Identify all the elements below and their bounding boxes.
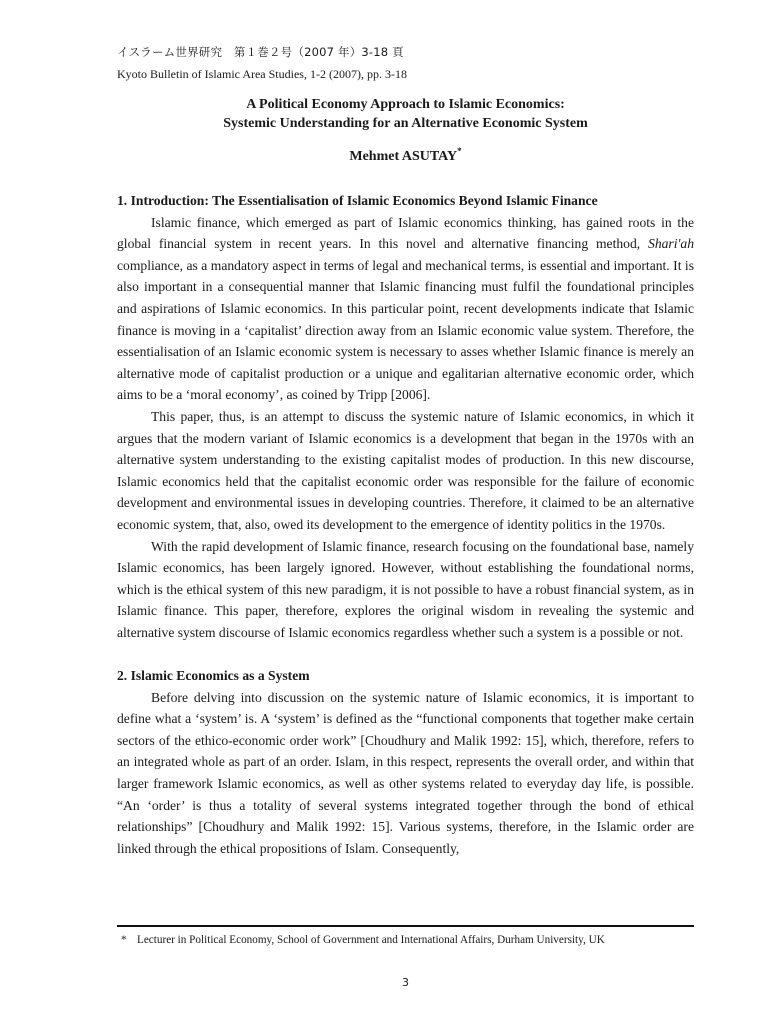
- journal-header-japanese: イスラーム世界研究 第１巻２号（2007 年）3-18 頁: [117, 45, 404, 59]
- footnote-text: Lecturer in Political Economy, School of Government and International Affairs, Durham University, UK: [137, 934, 605, 946]
- paragraph: With the rapid development of Islamic finance, research focusing on the foundational base, namely Islamic economics, has been largely ignored. However, without establishing the foundational norms, which is the ethical system of this new paradigm, it is not possible to have a robust financial system, as in Islamic finance. This paper, therefore, explores the original wisdom in revealing the systemic and alternative system discourse of Islamic economics regardless whether such a system is a possible or not.: [117, 538, 694, 640]
- paper-title: [117, 95, 694, 133]
- paragraph-text: Islamic finance, which emerged as part of Islamic economics thinking, has gained roots in the global financial system in recent years. In this novel and alternative financing method,: [117, 214, 694, 252]
- paragraph: [117, 212, 694, 406]
- paper-title-line-1: A Political Economy Approach to Islamic Economics:: [246, 97, 565, 112]
- footnote-mark: *: [121, 934, 127, 946]
- page-number: 3: [402, 976, 409, 989]
- section-heading-introduction: 1. Introduction: The Essentialisation of Islamic Economics Beyond Islamic Finance: [117, 193, 598, 208]
- paragraph: Before delving into discussion on the systemic nature of Islamic economics, it is important to define what a ‘system’ is. A ‘system’ is defined as the “functional components that together make certain sectors of the ethico-economic order work” [Choudhury and Malik 1992: 15], which, therefore, refers to an integrated whole as part of an order. Islam, in this respect, represents the overall order, and within that larger framework Islamic economics, as well as other systems related to everyday day life, is possible. “An ‘order’ is thus a totality of several systems integrated together through the bond of ethical relationships” [Choudhury and Malik 1992: 15]. Various systems, therefore, in the Islamic order are linked through the ethical propositions of Islam. Consequently,: [117, 689, 694, 856]
- journal-header-english: Kyoto Bulletin of Islamic Area Studies, 1-2 (2007), pp. 3-18: [117, 67, 407, 81]
- body-text: [117, 190, 694, 859]
- italic-term-shariah: Shari'ah: [648, 236, 694, 252]
- footnote-divider: [117, 925, 694, 927]
- paper-title-line-2: Systemic Understanding for an Alternative Economic System: [223, 116, 588, 131]
- author: [117, 146, 694, 165]
- author-name: Mehmet ASUTAY: [349, 149, 458, 164]
- paragraph: This paper, thus, is an attempt to discuss the systemic nature of Islamic economics, in which it argues that the modern variant of Islamic economics is a development that began in the 1970s with an alternative system understanding to the existing capitalist modes of production. In this new discourse, Islamic economics held that the capitalist economic order was responsible for the failure of economic development and environmental issues in developing countries. Therefore, it claimed to be an alternative economic system, that, also, owed its development to the emergence of identity politics in the 1970s.: [117, 408, 694, 532]
- section-spacer: [117, 643, 694, 665]
- author-footnote-mark: *: [457, 146, 462, 156]
- paragraph-text: compliance, as a mandatory aspect in terms of legal and mechanical terms, is essential and important. It is also important in a consequential manner that Islamic financing must fulfil the foundational principles and aspirations of Islamic economics. In this particular point, recent developments indicate that Islamic finance is moving in a ‘capitalist’ direction away from an Islamic economic value system. Therefore, the essentialisation of an Islamic economic system is necessary to asses whether Islamic finance is merely an alternative mode of capitalist production or a unique and egalitarian alternative economic order, which aims to be a ‘moral economy’, as coined by Tripp [2006].: [117, 257, 694, 403]
- footnote: [121, 934, 605, 946]
- section-heading-system: 2. Islamic Economics as a System: [117, 668, 310, 684]
